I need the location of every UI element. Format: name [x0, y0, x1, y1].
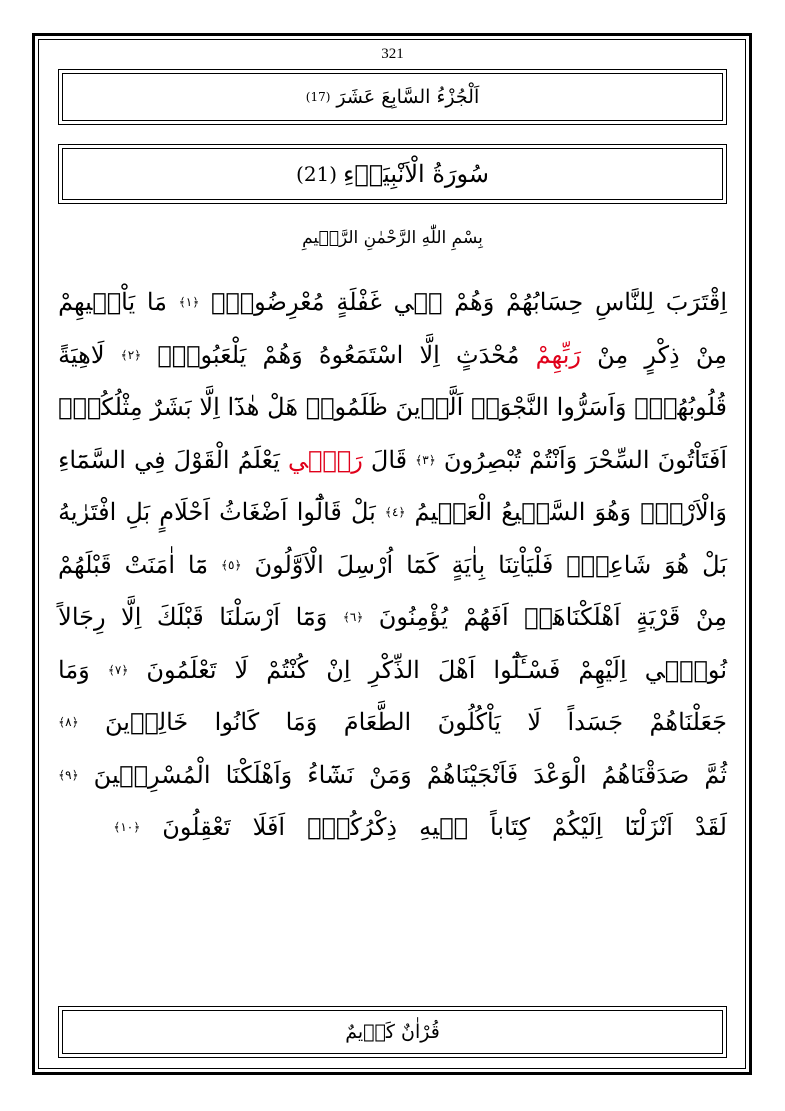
verse-word: الطَّعَامَ [343, 708, 412, 736]
verse-word: يُؤْمِنُونَ [378, 603, 448, 631]
verse-line [58, 486, 727, 539]
verse-word: فَاَنْجَيْنَاهُمْ [426, 760, 519, 789]
verse-word: افْتَرٰيهُ [58, 498, 117, 526]
verse-number-marker: ﴿٢﴾ [120, 347, 142, 362]
verse-number-marker: ﴿٣﴾ [415, 452, 436, 467]
verse-number-marker: ﴿١٠﴾ [113, 820, 141, 834]
verse-word: اِلَّا [419, 340, 440, 369]
verse-word: اِقْتَرَبَ [665, 288, 727, 316]
surah-header [58, 144, 727, 204]
verse-word: بِاٰيَةٍ [451, 550, 486, 579]
verse-word: بَلْ [702, 550, 727, 579]
verse-word: لَا [234, 655, 249, 684]
verse-word: نُوح۪ٓي [644, 655, 727, 684]
verse-word: قَالُٓوا [296, 498, 342, 526]
footer-text: قُرْاٰنٌ كَر۪يمٌ [345, 1021, 440, 1043]
verse-word: اَرْسَلْنَا [219, 603, 281, 631]
verse-word: تَعْلَمُونَ [146, 655, 217, 684]
verse-word: ذِكْرُكُمْۜ [307, 813, 398, 841]
verse-word: كِتَاباً [490, 813, 531, 841]
verse-line [58, 749, 727, 802]
verse-text-block [58, 276, 727, 854]
verse-word: قُلُوبُهُمْۜ [634, 393, 727, 421]
verse-word: اِلَيْكُمْ [552, 813, 603, 841]
verse-word: وَمَٓا [295, 603, 328, 631]
verse-word: مُحْدَثٍ [455, 340, 520, 369]
verse-word: هَلْ [267, 393, 298, 421]
verse-word: صَدَقْنَاهُمُ [601, 760, 690, 789]
verse-word: قَبْلَهُمْ [58, 550, 112, 579]
page-number: 321 [381, 46, 404, 62]
verse-word: مُعْرِضُونَۚ [210, 288, 325, 316]
verse-word: جَسَداً [567, 708, 624, 736]
surah-number: (21) [296, 162, 338, 186]
verse-word: ظَلَمُواۗ [305, 393, 388, 421]
verse-word: فَسْـَٔلُٓوا [493, 655, 561, 684]
verse-word: اِلَّا [121, 603, 142, 631]
verse-word: فِي [134, 445, 166, 474]
verse-word: مِثْلُكُمْۚ [58, 393, 143, 421]
verse-word: وَالْاَرْضِۘ [640, 498, 727, 526]
verse-number-marker: ﴿٦﴾ [342, 610, 364, 624]
verse-number-marker: ﴿٤﴾ [384, 505, 406, 519]
verse-word: بَشَرٌ [150, 393, 192, 421]
verse-word: يَعْلَمُ [237, 445, 280, 474]
verse-word: كَانُوا [214, 708, 260, 736]
verse-word: اَضْغَاثُ [219, 498, 288, 526]
verse-word: غَفْلَةٍ [336, 288, 382, 316]
verse-word: الْوَعْدَ [533, 760, 587, 789]
verse-word: الْمُسْرِف۪ينَ [93, 760, 211, 789]
verse-word: اٰمَنَتْ [124, 550, 175, 579]
verse-word: مَٓا [187, 550, 209, 579]
verse-word: وَمَا [58, 655, 90, 684]
verse-line [58, 539, 727, 592]
verse-word: اَحْلَامٍ [159, 498, 210, 526]
basmala: بِسْمِ اللّٰهِ الرَّحْمٰنِ الرَّح۪يمِ [302, 228, 483, 248]
verse-number-marker: ﴿١﴾ [178, 295, 200, 309]
verse-number-marker: ﴿٨﴾ [58, 715, 79, 729]
verse-word: لَا [527, 708, 542, 736]
verse-word: اسْتَمَعُوهُ [318, 340, 404, 369]
verse-word: السَّم۪يعُ [501, 498, 586, 526]
verse-word: خَالِد۪ينَ [105, 708, 189, 736]
verse-word: لَقَدْ [694, 813, 727, 841]
verse-word: تَعْقِلُونَ [162, 813, 231, 841]
verse-word: السِّحْرَ [585, 445, 650, 474]
verse-word: ف۪يهِ [419, 813, 469, 841]
verse-word: السَّمَٓاءِ [58, 445, 126, 474]
juz-number: (17) [305, 90, 331, 104]
verse-word: اُرْسِلَ [336, 550, 394, 579]
verse-word: قَالَ [370, 445, 408, 474]
verse-word: مَا [146, 288, 168, 316]
verse-word: كَمَٓا [406, 550, 439, 579]
verse-word: اَفَلَا [252, 813, 286, 841]
verse-line [58, 276, 727, 329]
verse-word: يَلْعَبُونَۙ [157, 340, 247, 369]
verse-word: كُنْتُمْ [266, 655, 309, 684]
verse-word: وَاَهْلَكْنَا [225, 760, 293, 789]
verse-word: حِسَابُهُمْ [505, 288, 584, 316]
verse-line [58, 381, 727, 434]
verse-word: قَبْلَكَ [156, 603, 204, 631]
verse-line [58, 696, 727, 749]
verse-word: اَفَتَاْتُونَ [657, 445, 727, 474]
verse-word: وَهُمْ [262, 340, 303, 369]
verse-word: وَاَسَرُّوا [556, 393, 627, 421]
verse-word: يَاْت۪يهِمْ [58, 288, 136, 316]
verse-line [58, 801, 727, 854]
verse-word: وَمَنْ [369, 760, 412, 789]
verse-word: رَبّ۪ي [287, 445, 363, 474]
juz-title: اَلْجُزْءُ السَّابِعَ عَشَرَ [336, 86, 480, 108]
verse-word: هُوَ [664, 550, 690, 579]
footer-box [58, 1006, 727, 1058]
verse-word: وَاَنْتُمْ [529, 445, 578, 474]
verse-word: اَلَّذ۪ينَ [395, 393, 464, 421]
verse-word: اَهْلَ [437, 655, 476, 684]
verse-word: اَنْزَلْنَٓا [624, 813, 673, 841]
verse-word: لِلنَّاسِ [594, 288, 655, 316]
verse-word: مِنْ [597, 340, 629, 369]
verse-word: فَلْيَاْتِنَا [498, 550, 554, 579]
verse-word: بَلْ [350, 498, 376, 526]
verse-word: لَاهِيَةً [58, 340, 105, 369]
verse-line [58, 434, 727, 487]
verse-word: النَّجْوَىۗ [471, 393, 549, 421]
verse-word: اَهْلَكْنَاهَاۚ [524, 603, 621, 631]
verse-word: اِنْ [326, 655, 351, 684]
verse-number-marker: ﴿٧﴾ [107, 662, 129, 677]
verse-line [58, 644, 727, 697]
verse-number-marker: ﴿٩﴾ [58, 767, 79, 782]
verse-word: ثُمَّ [704, 760, 727, 789]
verse-word: رِجَالاً [58, 603, 106, 631]
verse-word: مِنْ [695, 340, 727, 369]
verse-word: رَبِّهِمْ [535, 340, 581, 369]
verse-word: اَفَهُمْ [463, 603, 509, 631]
verse-word: اِلَيْهِمْ [578, 655, 627, 684]
verse-word: شَاعِرٌۚ [566, 550, 652, 579]
verse-word: يَاْكُلُونَ [437, 708, 501, 736]
verse-word: نَشَٓاءُ [307, 760, 354, 789]
verse-line [58, 591, 727, 644]
verse-word: ف۪ي [393, 288, 443, 316]
verse-word: قَرْيَةٍ [636, 603, 681, 631]
verse-number-marker: ﴿٥﴾ [221, 557, 242, 572]
verse-word: ذِكْرٍ [644, 340, 680, 369]
verse-word: بَلِ [125, 498, 151, 526]
verse-word: الْقَوْلَ [173, 445, 230, 474]
verse-word: الْاَوَّلُونَ [254, 550, 324, 579]
surah-title: سُورَةُ الْاَنْبِيَاۤءِ [343, 160, 489, 188]
verse-word: الْعَل۪يمُ [414, 498, 493, 526]
verse-word: مِنْ [695, 603, 727, 631]
juz-header [58, 69, 727, 125]
verse-word: وَهُمْ [454, 288, 495, 316]
verse-word: جَعَلْنَاهُمْ [649, 708, 727, 736]
verse-word: وَهُوَ [594, 498, 632, 526]
verse-word: هٰذَٓا [227, 393, 260, 421]
verse-line [58, 329, 727, 382]
verse-word: الذِّكْرِ [368, 655, 420, 684]
verse-word: وَمَا [285, 708, 318, 736]
verse-word: تُبْصِرُونَ [443, 445, 522, 474]
verse-word: اِلَّا [199, 393, 220, 421]
